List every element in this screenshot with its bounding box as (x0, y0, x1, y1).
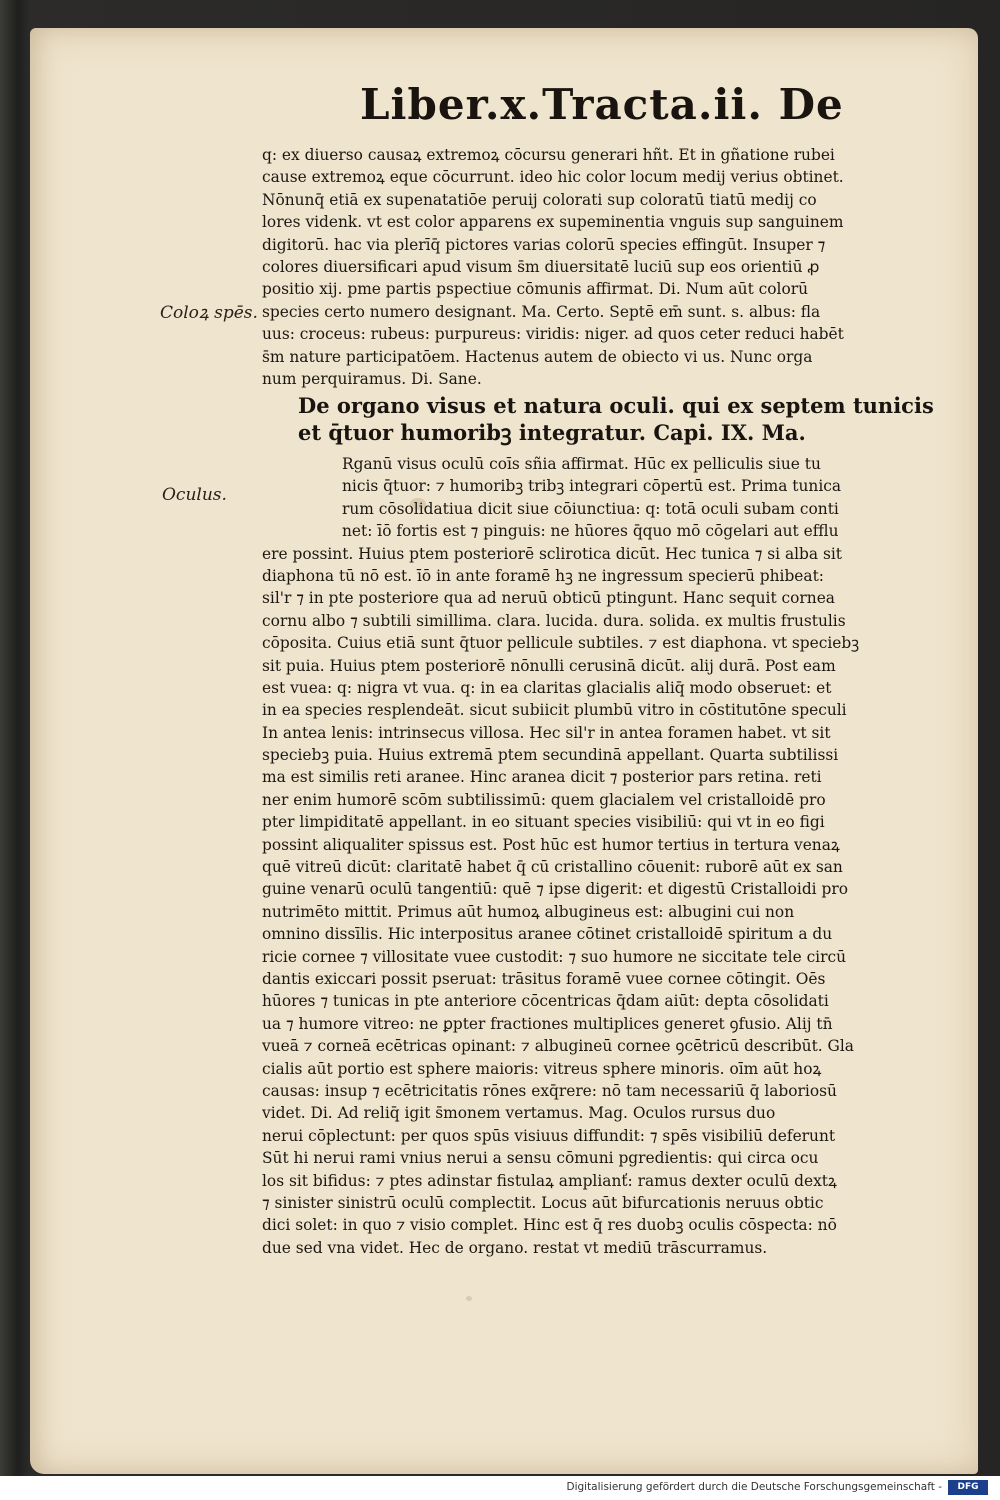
dfg-logo-text: DFG (957, 1482, 979, 1492)
text-line: colores diuersificari apud visum s̄m diuersitatē luciū sup eos orientiū ꝓ (262, 257, 820, 276)
text-line: Rganū visus oculū coīs sñia affirmat. Hūc ex pelliculis siue tu (342, 455, 821, 473)
text-line: et q̄tuor humoribꝫ integratur. Capi. IX. Ma. (298, 420, 806, 445)
text-line: pter limpiditatē appellant. in eo situant species visibiliū: qui vt in eo figi (262, 813, 825, 832)
footer-bar (0, 1476, 1000, 1500)
text-block-organ-of-sight (262, 453, 902, 1259)
text-block-colors (262, 144, 902, 390)
text-line: ⁊ sinister sinistrū oculū complectit. Locus aūt bifurcationis neruus obtic (262, 1193, 824, 1212)
chapter-heading (298, 392, 934, 446)
text-line: dantis exiccari possit pseruat: trāsitus foramē vuee cornee cōtingit. Oēs (262, 969, 826, 988)
text-line: ricie cornee ⁊ villositate vuee custodit: ⁊ suo humore ne siccitate tele circū (262, 947, 846, 966)
text-line: videt. Di. Ad reliq̄ igit s̄monem vertamus. Mag. Oculos rursus duo (262, 1104, 776, 1123)
text-line: omnino dissīlis. Hic interpositus aranee cōtinet cristalloidē spiritum a du (262, 925, 833, 944)
text-line: lores videnk. vt est color apparens ex supeminentia vnguis sup sanguinem (262, 213, 844, 232)
text-line: q: ex diuerso causaꝝ extremoꝝ cōcursu generari hñt. Et in gñatione rubei (262, 146, 835, 164)
text-line: Nōnunq̄ etiā ex supenatatiōe peruij colorati sup coloratū tiatū medij co (262, 190, 817, 209)
funding-notice: Digitalisierung gefördert durch die Deutsche Forschungsgemeinschaft - (566, 1481, 942, 1493)
text-line: De organo visus et natura oculi. qui ex septem tunicis (298, 393, 934, 418)
text-line: uus: croceus: rubeus: purpureus: viridis: niger. ad quos ceter reduci habēt (262, 325, 844, 344)
text-line: causas: insup ⁊ ecētricitatis rōnes exq̄rere: nō tam necessariū q̄ laboriosū (262, 1081, 837, 1100)
text-line: s̄m nature participatōem. Hactenus autem de obiecto vi us. Nunc orga (262, 347, 813, 366)
margin-note-oculus: Oculus. (162, 485, 227, 505)
text-line: ua ⁊ humore vitreo: ne ꝑpter fractiones multiplices generet ꝯfusio. Alij tn̄ (262, 1014, 833, 1033)
text-line: rum cōsolidatiua dicit siue cōiunctiua: q: totā oculi subam conti (342, 499, 839, 518)
text-line: hūores ⁊ tunicas in pte anteriore cōcentricas q̄dam aiūt: depta cōsolidati (262, 992, 829, 1011)
text-line: nicis q̄tuor: ⁊ humoribꝫ tribꝫ integrari cōpertū est. Prima tunica (342, 477, 842, 496)
text-line: cornu albo ⁊ subtili simillima. clara. lucida. dura. solida. ex multis frustulis (262, 611, 846, 630)
text-line: cause extremoꝝ eque cōcurrunt. ideo hic color locum medij verius obtinet. (262, 168, 844, 187)
text-line: Sūt hi nerui rami vnius nerui a sensu cōmuni pgredientis: qui circa ocu (262, 1149, 819, 1168)
text-line: nutrimēto mittit. Primus aūt humoꝝ albugineus est: albugini cui non (262, 902, 795, 921)
text-line: ner enim humorē scōm subtilissimū: quem glacialem vel cristalloidē pro (262, 790, 826, 809)
text-line: possint aliqualiter spissus est. Post hūc est humor tertius in tertura venaꝝ (262, 835, 840, 854)
paper-stain (466, 1296, 472, 1301)
dfg-logo (948, 1480, 988, 1495)
text-line: sil'r ⁊ in pte posteriore qua ad neruū obticū ptingunt. Hanc sequit cornea (262, 589, 835, 608)
text-line: vueā ⁊ corneā ecētricas opinant: ⁊ albugineū cornee ꝯcētricū describūt. Gla (262, 1037, 854, 1056)
text-line: in ea species resplendeāt. sicut subiicit plumbū vitro in cōstitutōne speculi (262, 701, 847, 720)
text-line: due sed vna videt. Hec de organo. restat vt mediū trāscurramus. (262, 1238, 768, 1257)
text-line: speciebꝫ puia. Huius extremā ptem secundinā appellant. Quarta subtilissi (262, 746, 839, 765)
text-line: cialis aūt portio est sphere maioris: vitreus sphere minoris. oīm aūt hoꝝ (262, 1059, 822, 1078)
text-line: sit puia. Huius ptem posteriorē nōnulli cerusinā dicūt. alij durā. Post eam (262, 656, 836, 675)
text-line: ere possint. Huius ptem posteriorē sclirotica dicūt. Hec tunica ⁊ si alba sit (262, 544, 842, 563)
text-line: nerui cōplectunt: per quos spūs visiuus diffundit: ⁊ spēs visibiliū deferunt (262, 1126, 836, 1145)
text-line: los sit bifidus: ⁊ ptes adinstar fistulaꝝ amplianť: ramus dexter oculū dextꝝ (262, 1171, 837, 1190)
running-header: Liber.x.Tracta.ii. De (360, 80, 844, 129)
margin-note-colors: Coloꝝ spēs. (160, 303, 258, 323)
text-line: species certo numero designant. Ma. Certo. Septē em̄ sunt. s. albus: fla (262, 302, 821, 321)
text-line: cōposita. Cuius etiā sunt q̄tuor pellicule subtiles. ⁊ est diaphona. vt speciebꝫ (262, 634, 860, 653)
text-line: ma est similis reti aranee. Hinc aranea dicit ⁊ posterior pars retina. reti (262, 768, 822, 787)
text-line: est vuea: q: nigra vt vua. q: in ea claritas glacialis aliq̄ modo obseruet: et (262, 678, 832, 697)
text-line: num perquiramus. Di. Sane. (262, 369, 482, 388)
text-line: dici solet: in quo ⁊ visio complet. Hinc est q̄ res duobꝫ oculis cōspecta: nō (262, 1216, 837, 1235)
text-line: digitorū. hac via plerīq̄ pictores varias colorū species effingūt. Insuper ⁊ (262, 235, 826, 254)
text-line: positio xij. pme partis pspectiue cōmunis affirmat. Di. Num aūt colorū (262, 280, 809, 299)
text-line: quē vitreū dicūt: claritatē habet q̄ cū cristallino cōuenit: ruborē aūt ex san (262, 858, 843, 877)
text-line: net: īō fortis est ⁊ pinguis: ne hūores q̄quo mō cōgelari aut efflu (342, 522, 839, 541)
text-line: diaphona tū nō est. īō in ante foramē hꝫ ne ingressum specierū phibeat: (262, 566, 824, 585)
text-line: guine venarū oculū tangentiū: quē ⁊ ipse digerit: et digestū Cristalloidi pro (262, 880, 848, 899)
text-line: In antea lenis: intrinsecus villosa. Hec sil'r in antea foramen habet. vt sit (262, 723, 831, 742)
